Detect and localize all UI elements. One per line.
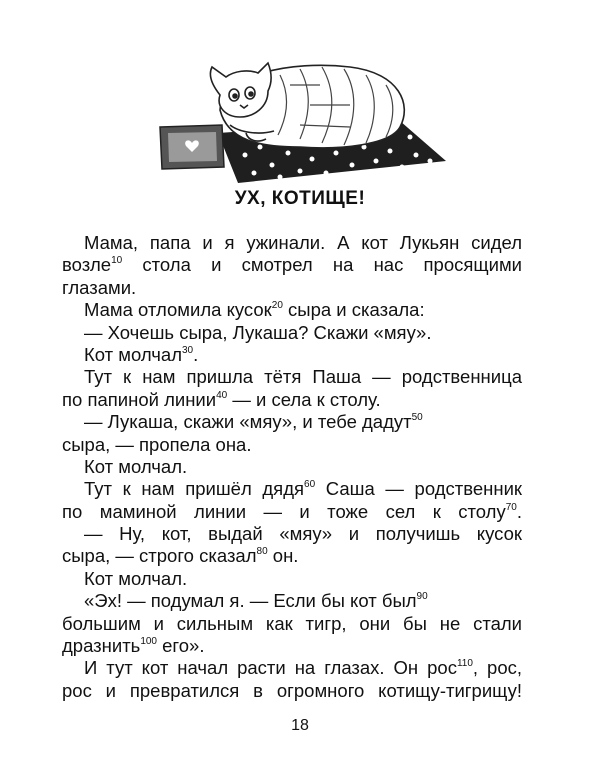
text-segment: рос и превратился в огромного котищу-тигрищу!: [62, 679, 522, 701]
page-number: 18: [291, 717, 309, 734]
text-segment: .: [516, 500, 522, 522]
text-line: [62, 523, 522, 545]
text-segment: Мама, папа и я ужинали. А кот Лукьян сидел: [84, 232, 522, 253]
text-segment: Кот молчал.: [84, 567, 188, 589]
word-count-marker: 10: [111, 255, 123, 267]
text-line: [62, 501, 522, 523]
text-segment: по папиной линии: [62, 388, 217, 410]
text-segment: — Хочешь сыра, Лукаша? Скажи «мяу».: [84, 321, 432, 343]
text-line: [62, 590, 522, 612]
text-line: [62, 545, 522, 567]
text-line: [62, 366, 522, 388]
text-segment: Кот молчал.: [84, 455, 188, 477]
text-segment: по маминой линии — и тоже сел к столу: [62, 500, 506, 522]
text-line: [62, 254, 522, 276]
text-segment: .: [193, 343, 199, 365]
cat-illustration: [150, 55, 450, 190]
text-line: [62, 389, 522, 411]
text-line: [62, 657, 522, 679]
text-line: [62, 299, 522, 321]
text-segment: — Лукаша, скажи «мяу», и тебе дадут: [84, 411, 412, 433]
text-segment: его».: [157, 635, 205, 657]
word-count-marker: 20: [271, 300, 283, 312]
text-line: [62, 232, 522, 254]
word-count-marker: 100: [140, 636, 157, 648]
word-count-marker: 40: [216, 389, 228, 401]
text-line: [62, 411, 522, 433]
text-segment: стола и смотрел на нас просящими: [122, 254, 522, 276]
text-line: [62, 635, 522, 657]
text-line: [62, 344, 522, 366]
story-text: [62, 232, 522, 702]
text-line: [62, 456, 522, 478]
text-line: [62, 434, 522, 456]
text-segment: возле: [62, 254, 112, 276]
text-segment: он.: [267, 545, 299, 567]
word-count-marker: 60: [304, 479, 316, 491]
story-title: УХ, КОТИЩЕ!: [234, 188, 366, 209]
text-segment: Тут к нам пришла тётя Паша — родственница: [84, 366, 522, 388]
text-segment: Тут к нам пришёл дядя: [84, 478, 305, 500]
text-line: [62, 613, 522, 635]
word-count-marker: 80: [256, 546, 268, 558]
text-segment: Саша — родственник: [315, 478, 522, 500]
text-segment: , рос,: [472, 657, 523, 679]
text-segment: сыра и сказала:: [282, 299, 425, 321]
tablet-device: [160, 125, 224, 169]
text-segment: сыра, — строго сказал: [62, 545, 257, 567]
text-line: [62, 322, 522, 344]
text-segment: И тут кот начал расти на глазах. Он рос: [84, 657, 457, 679]
word-count-marker: 90: [416, 591, 428, 603]
word-count-marker: 70: [505, 501, 517, 513]
text-segment: — Ну, кот, выдай «мяу» и получишь кусок: [84, 523, 522, 545]
text-segment: «Эх! — подумал я. — Если бы кот был: [84, 590, 417, 612]
text-segment: сыра, — пропела она.: [62, 433, 252, 455]
word-count-marker: 110: [456, 658, 473, 670]
cat-figure: [210, 63, 404, 148]
word-count-marker: 30: [181, 344, 194, 356]
text-segment: Кот молчал: [84, 343, 182, 365]
text-segment: Мама отломила кусок: [84, 299, 272, 321]
text-line: [62, 277, 522, 299]
word-count-marker: 50: [411, 412, 423, 424]
text-segment: дразнить: [62, 635, 141, 657]
text-line: [62, 478, 522, 500]
text-line: [62, 680, 522, 702]
text-segment: глазами.: [62, 276, 137, 298]
text-line: [62, 568, 522, 590]
text-segment: — и села к столу.: [227, 388, 381, 410]
text-segment: большим и сильным как тигр, они бы не стали: [62, 612, 522, 634]
